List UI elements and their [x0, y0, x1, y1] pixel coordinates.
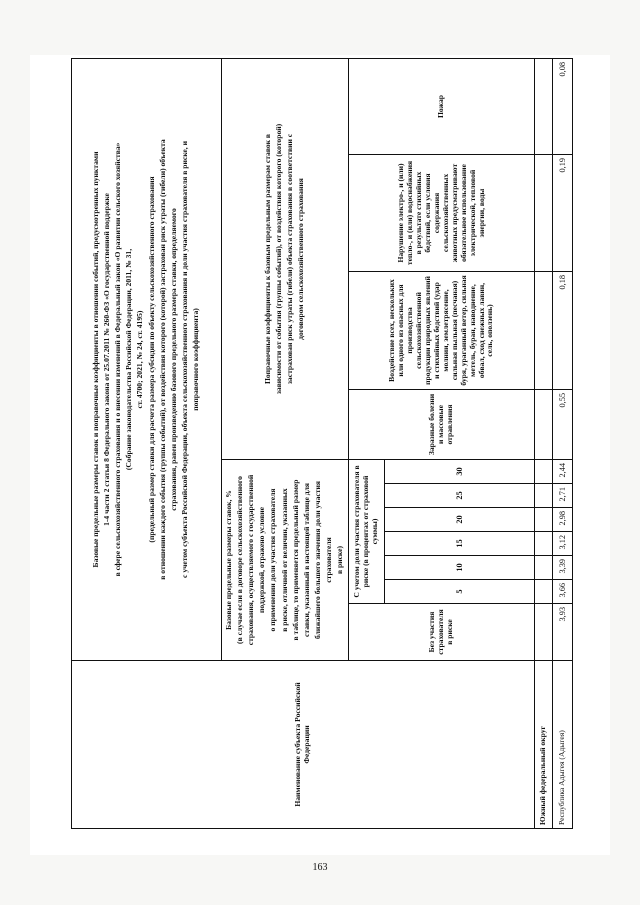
table-row — [553, 58, 573, 828]
coeff-line: договором сельскохозяйственного страхования — [296, 178, 306, 340]
share-20: 20 — [385, 508, 535, 532]
title-line: с учетом субъекта Российской Федерации, объекта сельскохозяйственного страхования и доли участия страхователя в риске, и — [179, 141, 189, 578]
page-number: 163 — [312, 862, 328, 873]
coeff-line: зависимости от события (группы событий), от воздействия которого (которой) — [273, 123, 283, 395]
title-line: страхования, равен произведению базового предельного размера ставки, определяемого — [168, 208, 178, 511]
title-line: 1-4 части 2 статьи 8 Федерального закона от 25.07.2011 № 260-ФЗ «О государственной поддержке — [102, 193, 112, 526]
title-line: Базовые предельные размеры ставок и поправочные коэффициенты в отношении событий, предусмотренных пунктами — [90, 151, 100, 568]
coeff-fire: 0,08 — [553, 58, 573, 154]
empty-cell — [535, 460, 553, 484]
empty-cell — [535, 484, 553, 508]
event-supply-header: Нарушение электро-, и (или) тепло-, и (или) водоснабжения в результате стихийных бедствий, если условия содержания сельскохозяйственных животных предусматривают обязательное использование электрической, тепловой энергии, воды — [349, 155, 535, 272]
title-line: в отношении каждого события (группы событий), от воздействия которого (которой) застрахован риск утраты (гибели) объекта — [157, 139, 167, 580]
coeff-line: Поправочные коэффициенты к базовым предельным размерам ставок в — [262, 133, 272, 385]
event-infectious-header: Заразные болезни и массовые отравления — [349, 390, 535, 460]
rate-share-30: 2,44 — [553, 460, 573, 484]
rate-share-20: 2,98 — [553, 508, 573, 532]
district-name: Южный федеральный округ — [535, 661, 553, 829]
coeff-line: застрахован риск утраты (гибели) объекта страхования в соответствии с — [285, 133, 295, 385]
empty-cell — [535, 604, 553, 661]
empty-cell — [535, 580, 553, 604]
coeff-supply: 0,19 — [553, 155, 573, 272]
rate-share-10: 3,39 — [553, 556, 573, 580]
share-5: 5 — [385, 580, 535, 604]
share-10: 10 — [385, 556, 535, 580]
rate-share-25: 2,71 — [553, 484, 573, 508]
base-rates-line: в таблице, то применяется предельный размер — [290, 479, 300, 641]
share-15: 15 — [385, 532, 535, 556]
empty-cell — [535, 155, 553, 272]
subject-name-header: Наименование субъекта Российской Федерации — [72, 661, 535, 829]
empty-cell — [535, 272, 553, 390]
title-line: (Собрание законодательства Российской Федерации, 2011, № 31, — [124, 248, 134, 471]
title-line: ст. 4700; 2021, № 24, ст. 4195) — [135, 310, 145, 409]
base-rates-line: в риске, отличной от величин, указанных — [279, 488, 289, 632]
title-line: поправочного коэффициента) — [190, 308, 200, 411]
title-line: (предельный размер ставки для расчета размера субсидии по объекту сельскохозяйственного страхования — [146, 176, 156, 543]
share-30: 30 — [385, 460, 535, 484]
base-rates-line: поддержкой, отражено условие — [257, 507, 267, 614]
rotated-table-wrapper — [71, 59, 569, 829]
base-rates-line: в риске) — [335, 545, 345, 575]
table-title — [72, 58, 222, 660]
base-rates-header — [222, 460, 349, 661]
base-rates-line: Базовые предельные размеры ставок, % — [224, 490, 233, 630]
rate-share-15: 3,12 — [553, 532, 573, 556]
share-25: 25 — [385, 484, 535, 508]
coefficients-header — [222, 58, 349, 459]
empty-cell — [535, 508, 553, 532]
rate-no-participation: 3,93 — [553, 604, 573, 661]
rate-share-5: 3,66 — [553, 580, 573, 604]
base-rates-line: (в случае если в договоре сельскохозяйственного — [235, 476, 245, 644]
base-rates-line: страхователя — [323, 537, 333, 583]
coeff-infectious: 0,55 — [553, 390, 573, 460]
empty-cell — [535, 58, 553, 154]
empty-cell — [535, 556, 553, 580]
event-fire-header: Пожар — [349, 58, 535, 154]
no-participation-header: Без участия страхователя в риске — [349, 604, 535, 661]
base-rates-line: страхования, осуществляемого с государственной — [246, 474, 256, 646]
base-rates-line: ставки, указанный в настоящей таблице для — [301, 483, 311, 637]
table-row — [535, 58, 553, 828]
rates-table — [71, 58, 573, 829]
with-participation-header: С учетом доли участия страхователя в риске (в процентах от страховой суммы) — [349, 460, 385, 604]
title-line: в сфере сельскохозяйственного страхования и о внесении изменений в Федеральный закон «О развитии сельского хозяйства» — [113, 142, 123, 577]
event-natural-header: Воздействие всех, нескольких или одного из опасных для производства сельскохозяйственной продукции природных явлений и стихийных бедствий (удар молнии, землетрясение, сильная пыльная (песчаная) буря, ураганный ветер, сильная метель, буран, наводнение, обвал, сход снежных лавин, сель, оползень) — [349, 272, 535, 390]
base-rates-line: ближайшего большего значения доли участия — [312, 481, 322, 639]
base-rates-line: о применении доли участия страхователя — [268, 488, 278, 632]
region-name: Республика Адыгея (Адыгея) — [553, 661, 573, 829]
empty-cell — [535, 390, 553, 460]
empty-cell — [535, 532, 553, 556]
coeff-natural: 0,18 — [553, 272, 573, 390]
